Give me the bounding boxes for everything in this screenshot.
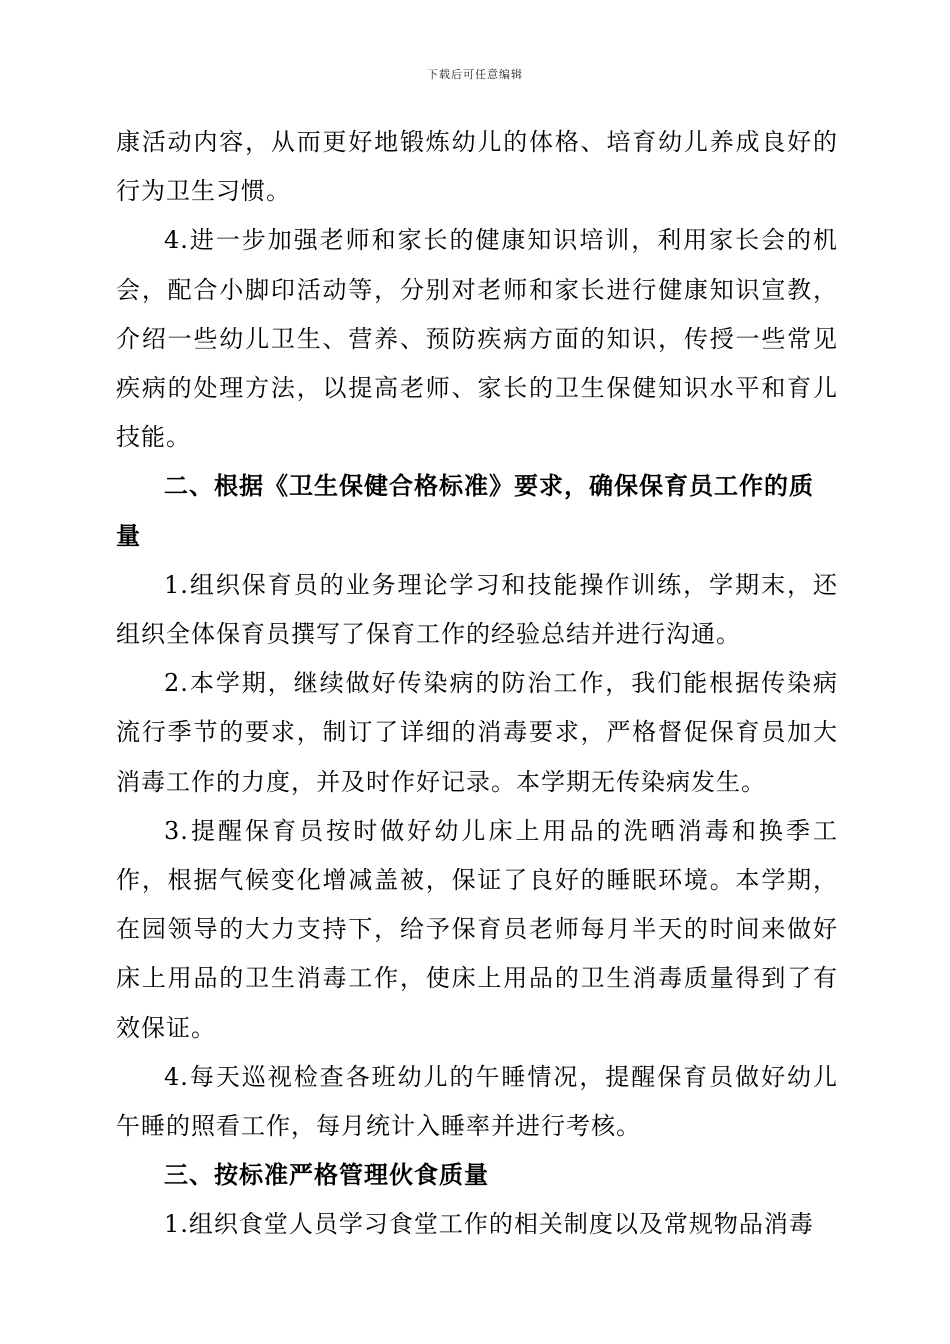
paragraph: 3.提醒保育员按时做好幼儿床上用品的洗晒消毒和换季工作，根据气候变化增减盖被，保证了良好的睡眠环境。本学期，在园领导的大力支持下，给予保育员老师每月半天的时间来做好床上用品的卫生消毒工作，使床上用品的卫生消毒质量得到了有效保证。 [116,816,838,1042]
paragraph: 4.进一步加强老师和家长的健康知识培训，利用家长会的机会，配合小脚印活动等，分别对老师和家长进行健康知识宣教，介绍一些幼儿卫生、营养、预防疾病方面的知识，传授一些常见疾病的处理方法，以提高老师、家长的卫生保健知识水平和育儿技能。 [116,226,838,452]
section-heading: 三、按标准严格管理伙食质量 [164,1161,489,1190]
paragraph: 康活动内容，从而更好地锻炼幼儿的体格、培育幼儿养成良好的行为卫生习惯。 [116,128,838,206]
paragraph: 1.组织保育员的业务理论学习和技能操作训练，学期末，还组织全体保育员撰写了保育工作的经验总结并进行沟通。 [116,570,838,649]
document-body [116,118,838,1250]
page-header: 下载后可任意编辑 [427,68,523,81]
paragraph: 2.本学期，继续做好传染病的防治工作，我们能根据传染病流行季节的要求，制订了详细的消毒要求，严格督促保育员加大消毒工作的力度，并及时作好记录。本学期无传染病发生。 [116,669,838,796]
paragraph: 1.组织食堂人员学习食堂工作的相关制度以及常规物品消毒 [164,1210,814,1239]
section-heading: 二、根据《卫生保健合格标准》要求，确保保育员工作的质量 [116,472,814,550]
paragraph: 4.每天巡视检查各班幼儿的午睡情况，提醒保育员做好幼儿午睡的照看工作，每月统计入睡率并进行考核。 [116,1062,838,1141]
